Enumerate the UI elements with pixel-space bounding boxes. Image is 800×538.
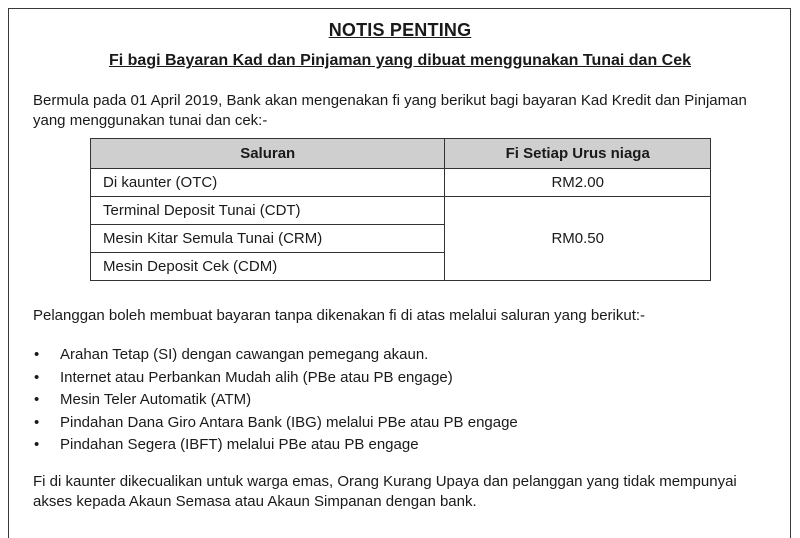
fee-cell: RM2.00 (445, 169, 711, 197)
list-item (33, 345, 518, 368)
table-row (91, 169, 711, 197)
fee-cell: RM0.50 (445, 197, 711, 281)
intro-line: Bermula pada 01 April 2019, Bank akan mengenakan fi yang berikut bagi bayaran Kad Kredit dan Pinjaman (33, 92, 747, 109)
list-item-text: Pindahan Dana Giro Antara Bank (IBG) melalui PBe atau PB engage (60, 413, 518, 431)
column-header-channel: Saluran (91, 139, 445, 169)
list-item-text: Arahan Tetap (SI) dengan cawangan pemegang akaun. (60, 346, 429, 363)
channel-cell: Di kaunter (OTC) (91, 169, 445, 197)
bullet-icon: • (34, 346, 40, 363)
channel-cell: Mesin Deposit Cek (CDM) (91, 253, 445, 281)
intro-line: yang menggunakan tunai dan cek:- (33, 112, 268, 129)
free-channels-list (33, 345, 518, 458)
footer-paragraph (33, 472, 778, 512)
list-item (33, 413, 518, 436)
list-item-text: Pindahan Segera (IBFT) melalui PBe atau PB engage (60, 436, 419, 453)
list-item (33, 368, 518, 391)
bullet-icon: • (34, 368, 40, 386)
list-item-text: Internet atau Perbankan Mudah alih (PBe atau PB engage) (60, 368, 453, 386)
list-item-text: Mesin Teler Automatik (ATM) (60, 391, 252, 408)
list-item (33, 435, 518, 458)
notice-subtitle: Fi bagi Bayaran Kad dan Pinjaman yang dibuat menggunakan Tunai dan Cek (108, 52, 692, 69)
channel-cell: Terminal Deposit Tunai (CDT) (91, 197, 445, 225)
footer-line: akses kepada Akaun Semasa atau Akaun Simpanan dengan bank. (33, 493, 477, 510)
bullet-icon: • (34, 413, 40, 431)
notice-title: NOTIS PENTING (328, 20, 472, 40)
list-item (33, 390, 518, 413)
bullet-icon: • (34, 391, 40, 408)
intro-paragraph (33, 91, 778, 131)
bullet-icon: • (34, 436, 40, 453)
footer-line: Fi di kaunter dikecualikan untuk warga emas, Orang Kurang Upaya dan pelanggan yang tidak mempunyai (33, 473, 737, 490)
fee-table (90, 138, 711, 281)
column-header-fee: Fi Setiap Urus niaga (445, 139, 711, 169)
table-row (91, 197, 711, 225)
channel-cell: Mesin Kitar Semula Tunai (CRM) (91, 225, 445, 253)
table-header-row (91, 139, 711, 169)
free-channels-intro: Pelanggan boleh membuat bayaran tanpa dikenakan fi di atas melalui saluran yang berikut:- (33, 307, 646, 324)
